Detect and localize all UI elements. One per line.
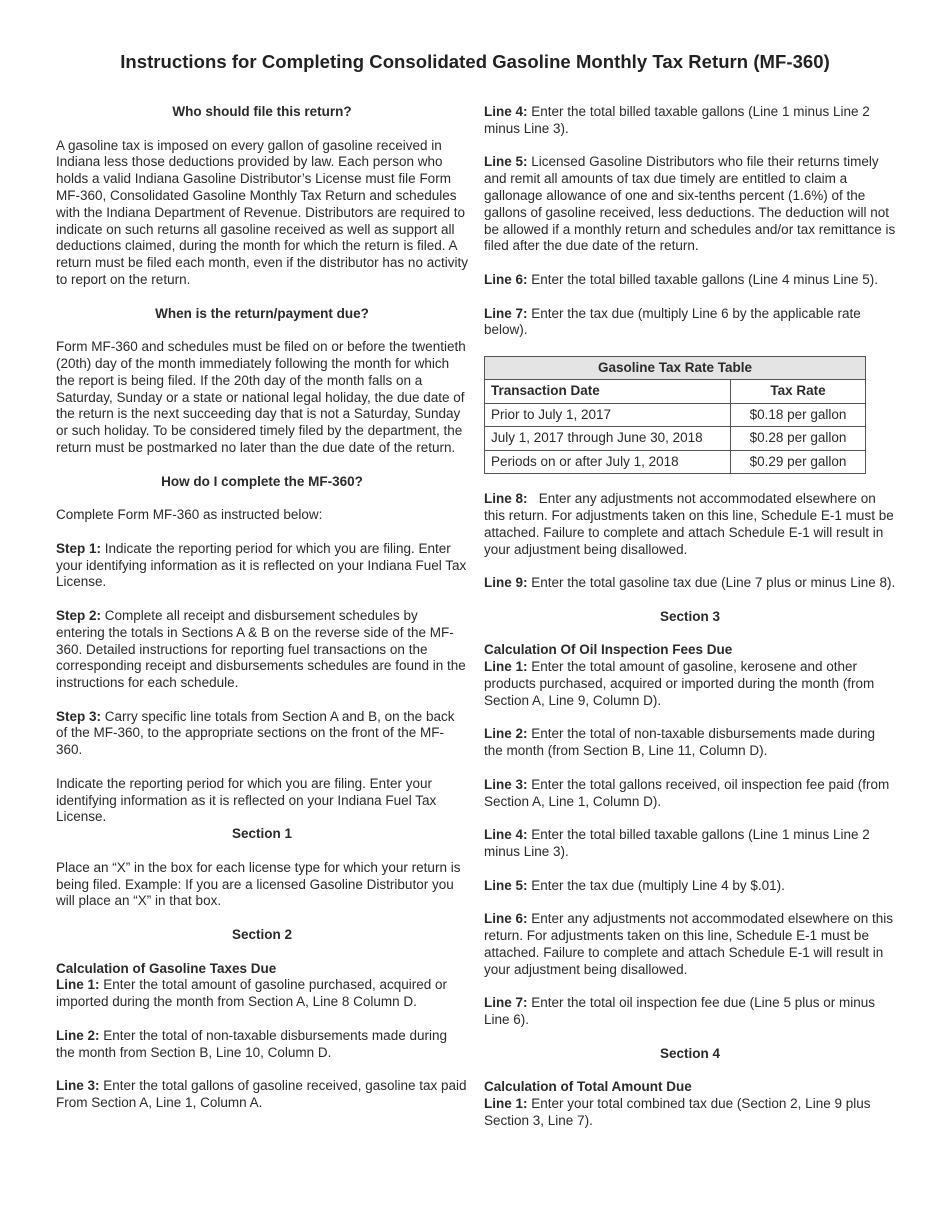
s2-line-8-label: Line 8:	[484, 491, 528, 507]
indicate-text: Indicate the reporting period for which you are filing. Enter your identifying information as it is reflected on your Indiana Fuel Tax License.	[56, 775, 437, 825]
section-2-subheading: Calculation of Gasoline Taxes Due	[56, 960, 277, 976]
table-row	[485, 427, 866, 451]
s3-line-3-label: Line 3:	[484, 776, 528, 792]
s3-line-2-text: Enter the total of non-taxable disbursements made during the month (from Section B, Line 11, Column D).	[484, 726, 875, 759]
s3-line-5-label: Line 5:	[484, 877, 528, 893]
s3-line-2	[484, 726, 896, 760]
rate-row-date: Periods on or after July 1, 2018	[485, 450, 731, 474]
when-text: Form MF-360 and schedules must be filed on or before the twentieth (20th) day of the month immediately following the month for which the report is being filed. If the 20th day of the month falls on a Saturday, Sunday or a state or national legal holiday, the due date of the return is the next succeeding day that is not a Saturday, Sunday or such holiday. To be considered timely filed by the department, the return must be postmarked no later than the due date of the return.	[56, 339, 466, 455]
section-1-heading: Section 1	[231, 826, 293, 842]
s3-line-4-text: Enter the total billed taxable gallons (Line 1 minus Line 2 minus Line 3).	[484, 827, 870, 859]
s2-line-6	[484, 272, 896, 289]
step-3-text: Carry specific line totals from Section A and B, on the back of the MF-360, to the appropriate sections on the front of the MF-360.	[56, 708, 455, 758]
s4-line-1-label: Line 1:	[484, 1095, 528, 1111]
s2-line-4-text: Enter the total billed taxable gallons (Line 1 minus Line 2 minus Line 3).	[484, 104, 870, 136]
s2-line-3-label: Line 3:	[56, 1078, 100, 1094]
step-2-text: Complete all receipt and disbursement schedules by entering the totals in Sections A & B on the reverse side of the MF-360. Detailed instructions for reporting fuel transactions on the corresponding receipt and disbursements schedules are found in the instructions for each schedule.	[56, 607, 466, 691]
page-title: Instructions for Completing Consolidated Gasoline Monthly Tax Return (MF-360)	[120, 51, 830, 72]
who-heading: Who should file this return?	[172, 104, 352, 119]
step-1	[56, 541, 468, 591]
s2-line-5	[484, 154, 896, 255]
how-intro: Complete Form MF-360 as instructed below:	[56, 507, 323, 523]
s3-line-1	[484, 659, 896, 709]
s3-line-4-label: Line 4:	[484, 827, 528, 843]
s2-line-6-label: Line 6:	[484, 271, 528, 287]
who-text: A gasoline tax is imposed on every gallon of gasoline received in Indiana less those deductions provided by law. Each person who holds a valid Indiana Gasoline Distributor’s License must file Form MF-360, Consolidated Gasoline Monthly Tax Return and schedules with the Indiana Department of Revenue. Distributors are required to indicate on such returns all gasoline received as well as support all deductions claimed, during the month for which the return is filed. A return must be filed each month, even if the distributor has no activity to report on the return.	[56, 137, 468, 287]
rate-row-rate: $0.29 per gallon	[731, 450, 866, 474]
rate-row-rate: $0.28 per gallon	[731, 427, 866, 451]
s2-line-8	[484, 491, 896, 558]
s2-line-3-text: Enter the total gallons of gasoline received, gasoline tax paid From Section A, Line 1, Column A.	[56, 1078, 467, 1111]
s3-line-6	[484, 911, 896, 978]
s2-line-4-label: Line 4:	[484, 104, 528, 119]
left-column	[56, 104, 468, 1112]
table-row	[485, 403, 866, 427]
rate-row-rate: $0.18 per gallon	[731, 403, 866, 427]
s3-line-6-label: Line 6:	[484, 911, 528, 927]
rate-table-header-date: Transaction Date	[485, 380, 731, 404]
s2-line-3	[56, 1078, 468, 1112]
step-3	[56, 709, 468, 759]
step-3-label: Step 3:	[56, 708, 102, 724]
s3-line-7	[484, 995, 896, 1029]
s2-line-7	[484, 306, 896, 340]
s2-line-8-text: Enter any adjustments not accommodated elsewhere on this return. For adjustments taken on this line, Schedule E-1 must be attached. Failure to complete and attach Schedule E-1 will result in your adjustment being disallowed.	[484, 491, 894, 557]
s2-line-2-text: Enter the total of non-taxable disbursements made during the month from Section B, Line 10, Column D.	[56, 1027, 447, 1060]
rate-row-date: July 1, 2017 through June 30, 2018	[485, 427, 731, 451]
s3-line-7-text: Enter the total oil inspection fee due (Line 5 plus or minus Line 6).	[484, 995, 875, 1027]
section-2-heading: Section 2	[231, 927, 293, 943]
s3-line-7-label: Line 7:	[484, 995, 528, 1011]
right-column	[484, 104, 896, 1130]
s3-line-1-label: Line 1:	[484, 659, 528, 675]
section-4-heading: Section 4	[659, 1045, 721, 1061]
s3-line-4	[484, 827, 896, 861]
section-1-text: Place an “X” in the box for each license type for which your return is being filed. Example: If you are a licensed Gasoline Distributor you will place an “X” in that box.	[56, 859, 461, 909]
s2-line-7-label: Line 7:	[484, 305, 528, 321]
s3-line-2-label: Line 2:	[484, 726, 528, 742]
s2-line-2	[56, 1028, 468, 1062]
rate-table-header-rate: Tax Rate	[731, 380, 866, 404]
s2-line-9-text: Enter the total gasoline tax due (Line 7 plus or minus Line 8).	[531, 575, 896, 591]
s3-line-5-text: Enter the tax due (multiply Line 4 by $.01).	[531, 877, 785, 893]
s2-line-1	[56, 977, 468, 1011]
table-row	[485, 450, 866, 474]
step-2-label: Step 2:	[56, 607, 102, 623]
s2-line-1-label: Line 1:	[56, 977, 100, 993]
rate-row-date: Prior to July 1, 2017	[485, 403, 731, 427]
s4-line-1	[484, 1096, 896, 1130]
s2-line-5-label: Line 5:	[484, 154, 528, 170]
step-2	[56, 608, 468, 692]
s2-line-9-label: Line 9:	[484, 575, 528, 591]
s2-line-5-text: Licensed Gasoline Distributors who file their returns timely and remit all amounts of tax due timely are entitled to claim a gallonage allowance of one and six-tenths percent (1.6%) of the gallons of gasoline received, less deductions. The deduction will not be allowed if a monthly return and schedules and/or tax remittance is filed after the due date of the return.	[484, 154, 896, 254]
s3-line-1-text: Enter the total amount of gasoline, kerosene and other products purchased, acquired or imported during the month (from Section A, Line 9, Column D).	[484, 659, 875, 708]
s3-line-3-text: Enter the total gallons received, oil inspection fee paid (from Section A, Line 1, Column D).	[484, 776, 890, 809]
step-1-label: Step 1:	[56, 540, 102, 556]
s2-line-2-label: Line 2:	[56, 1027, 100, 1043]
s2-line-4	[484, 104, 896, 138]
how-heading: How do I complete the MF-360?	[161, 473, 363, 489]
s4-line-1-text: Enter your total combined tax due (Section 2, Line 9 plus Section 3, Line 7).	[484, 1095, 871, 1128]
s2-line-9	[484, 575, 896, 592]
when-heading: When is the return/payment due?	[155, 305, 369, 321]
gasoline-tax-rate-table	[484, 356, 866, 475]
s2-line-6-text: Enter the total billed taxable gallons (Line 4 minus Line 5).	[531, 271, 878, 287]
s3-line-5	[484, 878, 896, 895]
s2-line-1-text: Enter the total amount of gasoline purchased, acquired or imported during the month from Section A, Line 8 Column D.	[56, 977, 447, 1010]
rate-table-caption: Gasoline Tax Rate Table	[485, 356, 866, 380]
s3-line-3	[484, 777, 896, 811]
step-1-text: Indicate the reporting period for which you are filing. Enter your identifying information as it is reflected on your Indiana Fuel Tax License.	[56, 540, 467, 590]
s3-line-6-text: Enter any adjustments not accommodated elsewhere on this return. For adjustments taken on this line, Schedule E-1 must be attached. Failure to complete and attach Schedule E-1 will result in your adjustment being disallowed.	[484, 911, 893, 977]
section-4-subheading: Calculation of Total Amount Due	[484, 1079, 692, 1095]
section-3-heading: Section 3	[659, 608, 721, 624]
s2-line-7-text: Enter the tax due (multiply Line 6 by the applicable rate below).	[484, 305, 861, 338]
section-3-subheading: Calculation Of Oil Inspection Fees Due	[484, 642, 733, 658]
